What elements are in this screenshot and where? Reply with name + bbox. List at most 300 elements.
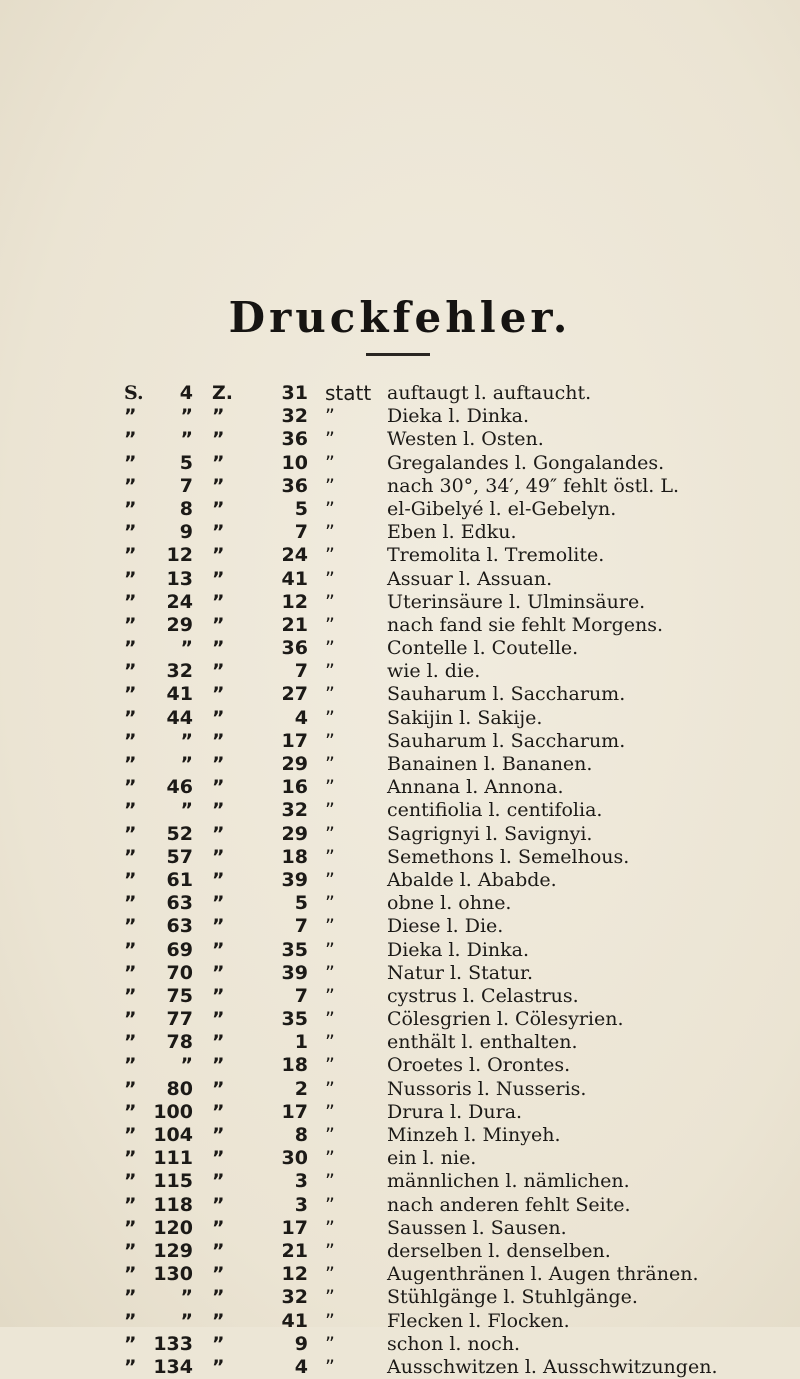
statt-label: ”: [325, 915, 335, 938]
page-number: ”: [180, 1309, 193, 1332]
errata-row: [0, 1124, 800, 1147]
statt-label: ”: [325, 706, 335, 729]
correction-text: männlichen l. nämlichen.: [387, 1170, 630, 1193]
page-label: ”: [124, 683, 137, 706]
line-label: ”: [212, 1332, 225, 1355]
errata-row: [0, 1147, 800, 1170]
line-label: ”: [212, 1286, 225, 1309]
page-label: ”: [124, 1008, 137, 1031]
line-number: 32: [281, 405, 308, 428]
correction-text: nach fand sie fehlt Morgens.: [387, 613, 664, 636]
statt-label: ”: [325, 474, 335, 497]
page-label: ”: [124, 938, 137, 961]
line-number: 29: [281, 822, 308, 845]
errata-row: [0, 1217, 800, 1240]
statt-label: ”: [325, 984, 335, 1007]
statt-label: ”: [325, 1355, 335, 1378]
line-number: 36: [281, 474, 308, 497]
page-number: ”: [180, 729, 193, 752]
line-label: ”: [212, 544, 225, 567]
page-label: ”: [124, 892, 137, 915]
line-number: 36: [281, 428, 308, 451]
page-label: ”: [124, 660, 137, 683]
line-label: ”: [212, 915, 225, 938]
page-label: ”: [124, 613, 137, 636]
errata-row: [0, 498, 800, 521]
correction-text: enthält l. enthalten.: [387, 1031, 578, 1054]
statt-label: ”: [325, 1008, 335, 1031]
statt-label: ”: [325, 892, 335, 915]
page-number: 120: [153, 1216, 193, 1239]
statt-label: ”: [325, 1124, 335, 1146]
page-number: 4: [179, 382, 193, 404]
statt-label: ”: [325, 822, 335, 845]
page-label: ”: [124, 405, 137, 428]
errata-row: [0, 962, 800, 985]
errata-row: [0, 544, 800, 567]
line-label: Z.: [212, 382, 233, 404]
page-number: 44: [166, 706, 193, 729]
correction-text: Ausschwitzen l. Ausschwitzungen.: [387, 1355, 718, 1378]
line-number: 17: [281, 1100, 308, 1123]
page-label: ”: [124, 1124, 137, 1146]
line-number: 12: [281, 1263, 308, 1286]
page-label: ”: [124, 1077, 137, 1100]
page-number: 104: [153, 1124, 193, 1146]
page-number: 80: [166, 1077, 193, 1100]
line-label: ”: [212, 451, 225, 474]
errata-row: [0, 428, 800, 451]
line-number: 32: [281, 799, 308, 822]
correction-text: Sakijin l. Sakije.: [387, 706, 543, 729]
statt-label: ”: [325, 660, 335, 683]
correction-text: Sauharum l. Saccharum.: [387, 729, 626, 752]
statt-label: ”: [325, 799, 335, 822]
correction-text: Saussen l. Sausen.: [387, 1216, 567, 1239]
errata-row: [0, 1008, 800, 1031]
errata-row: [0, 382, 800, 405]
line-number: 39: [281, 868, 308, 891]
line-number: 31: [281, 382, 308, 404]
page-label: ”: [124, 567, 137, 590]
errata-row: [0, 1101, 800, 1124]
correction-text: obne l. ohne.: [387, 892, 512, 915]
page-number: 78: [166, 1031, 193, 1054]
errata-row: [0, 846, 800, 869]
correction-text: Westen l. Osten.: [387, 428, 544, 451]
page-number: ”: [180, 428, 193, 451]
line-label: ”: [212, 590, 225, 613]
page-number: 63: [166, 915, 193, 938]
line-label: ”: [212, 1216, 225, 1239]
correction-text: wie l. die.: [387, 660, 481, 683]
page-number: 29: [166, 613, 193, 636]
line-label: ”: [212, 1077, 225, 1100]
page-label: ”: [124, 1054, 137, 1077]
statt-label: ”: [325, 1286, 335, 1309]
page-number: 7: [179, 474, 193, 497]
correction-text: Tremolita l. Tremolite.: [387, 544, 605, 567]
statt-label: ”: [325, 1031, 335, 1054]
line-number: 24: [281, 544, 308, 567]
page-number: 75: [166, 984, 193, 1007]
page-number: ”: [180, 1054, 193, 1077]
statt-label: ”: [325, 845, 335, 868]
correction-text: Annana l. Annona.: [387, 776, 564, 799]
statt-label: ”: [325, 1239, 335, 1262]
line-label: ”: [212, 1263, 225, 1286]
errata-row: [0, 730, 800, 753]
page-label: ”: [124, 1170, 137, 1193]
line-label: ”: [212, 868, 225, 891]
page-label: ”: [124, 637, 137, 660]
statt-label: ”: [325, 521, 335, 544]
errata-row: [0, 1240, 800, 1263]
errata-row: [0, 660, 800, 683]
page-number: 8: [179, 497, 193, 520]
statt-label: ”: [325, 938, 335, 961]
page-title: Druckfehler.: [228, 293, 572, 342]
statt-label: ”: [325, 961, 335, 984]
statt-label: ”: [325, 1054, 335, 1077]
page-number: 41: [166, 683, 193, 706]
correction-text: Flecken l. Flocken.: [387, 1309, 570, 1332]
page-label: ”: [124, 729, 137, 752]
statt-label: ”: [325, 1147, 335, 1170]
correction-text: auftaugt l. auftaucht.: [387, 382, 592, 404]
correction-text: Banainen l. Bananen.: [387, 753, 593, 775]
line-label: ”: [212, 1355, 225, 1378]
line-label: ”: [212, 497, 225, 520]
line-number: 18: [281, 1054, 308, 1077]
correction-text: Sauharum l. Saccharum.: [387, 683, 626, 706]
correction-text: cystrus l. Celastrus.: [387, 984, 579, 1007]
page-number: ”: [180, 405, 193, 428]
correction-text: schon l. noch.: [387, 1332, 521, 1355]
correction-text: nach 30°, 34′, 49″ fehlt östl. L.: [387, 474, 680, 497]
statt-label: ”: [325, 1263, 335, 1286]
errata-row: [0, 892, 800, 915]
correction-text: Nussoris l. Nusseris.: [387, 1077, 587, 1100]
statt-label: ”: [325, 729, 335, 752]
line-number: 2: [294, 1077, 308, 1100]
correction-text: Minzeh l. Minyeh.: [387, 1124, 561, 1146]
line-number: 41: [281, 1309, 308, 1332]
correction-text: Dieka l. Dinka.: [387, 938, 530, 961]
errata-row: [0, 1356, 800, 1379]
page-number: 134: [153, 1355, 193, 1378]
statt-label: ”: [325, 590, 335, 613]
page-number: 46: [166, 776, 193, 799]
page-number: 61: [166, 868, 193, 891]
page-label: ”: [124, 1216, 137, 1239]
errata-row: [0, 1031, 800, 1054]
line-label: ”: [212, 729, 225, 752]
line-number: 30: [281, 1147, 308, 1170]
line-number: 3: [294, 1193, 308, 1216]
page-label: ”: [124, 799, 137, 822]
line-number: 41: [281, 567, 308, 590]
statt-label: ”: [325, 1077, 335, 1100]
line-number: 29: [281, 753, 308, 775]
page-label: ”: [124, 428, 137, 451]
statt-label: ”: [325, 1100, 335, 1123]
correction-text: Stühlgänge l. Stuhlgänge.: [387, 1286, 638, 1309]
errata-row: [0, 1310, 800, 1333]
errata-row: [0, 1263, 800, 1286]
errata-row: [0, 1194, 800, 1217]
line-label: ”: [212, 1031, 225, 1054]
correction-text: nach anderen fehlt Seite.: [387, 1193, 631, 1216]
line-label: ”: [212, 753, 225, 775]
page-number: 52: [166, 822, 193, 845]
line-number: 21: [281, 613, 308, 636]
correction-text: Gregalandes l. Gongalandes.: [387, 451, 665, 474]
line-label: ”: [212, 1100, 225, 1123]
line-label: ”: [212, 474, 225, 497]
line-number: 17: [281, 1216, 308, 1239]
page-label: ”: [124, 451, 137, 474]
page-label: ”: [124, 1239, 137, 1262]
line-number: 8: [294, 1124, 308, 1146]
errata-row: [0, 939, 800, 962]
line-number: 7: [294, 660, 308, 683]
page-number: 24: [166, 590, 193, 613]
errata-row: [0, 869, 800, 892]
errata-row: [0, 915, 800, 938]
errata-row: [0, 405, 800, 428]
correction-text: Drura l. Dura.: [387, 1100, 523, 1123]
page-number: 13: [166, 567, 193, 590]
line-label: ”: [212, 405, 225, 428]
errata-row: [0, 475, 800, 498]
page-label: ”: [124, 1100, 137, 1123]
statt-label: ”: [325, 683, 335, 706]
correction-text: Contelle l. Coutelle.: [387, 637, 579, 660]
page-label: ”: [124, 753, 137, 775]
correction-text: Natur l. Statur.: [387, 961, 533, 984]
line-number: 35: [281, 1008, 308, 1031]
line-label: ”: [212, 1239, 225, 1262]
errata-row: [0, 1170, 800, 1193]
line-number: 1: [294, 1031, 308, 1054]
errata-list: [0, 382, 800, 1379]
page-label: ”: [124, 521, 137, 544]
statt-label: ”: [325, 405, 335, 428]
line-label: ”: [212, 799, 225, 822]
page-label: ”: [124, 1263, 137, 1286]
correction-text: Cölesgrien l. Cölesyrien.: [387, 1008, 624, 1031]
correction-text: Augenthränen l. Augen thränen.: [387, 1263, 699, 1286]
line-label: ”: [212, 1193, 225, 1216]
errata-row: [0, 1286, 800, 1309]
correction-text: Eben l. Edku.: [387, 521, 517, 544]
page-label: ”: [124, 497, 137, 520]
page-number: 57: [166, 845, 193, 868]
line-number: 10: [281, 451, 308, 474]
line-label: ”: [212, 1147, 225, 1170]
line-label: ”: [212, 1008, 225, 1031]
line-number: 21: [281, 1239, 308, 1262]
page-label: ”: [124, 1031, 137, 1054]
line-label: ”: [212, 613, 225, 636]
line-number: 17: [281, 729, 308, 752]
line-label: ”: [212, 961, 225, 984]
correction-text: Dieka l. Dinka.: [387, 405, 530, 428]
page-number: 115: [153, 1170, 193, 1193]
line-number: 32: [281, 1286, 308, 1309]
line-number: 9: [294, 1332, 308, 1355]
line-label: ”: [212, 1170, 225, 1193]
statt-label: ”: [325, 1170, 335, 1193]
statt-label: ”: [325, 613, 335, 636]
errata-row: [0, 591, 800, 614]
page-number: 63: [166, 892, 193, 915]
title-divider: [366, 353, 430, 356]
errata-row: [0, 707, 800, 730]
correction-text: ein l. nie.: [387, 1147, 477, 1170]
line-label: ”: [212, 1309, 225, 1332]
page-number: 133: [153, 1332, 193, 1355]
page-number: 9: [179, 521, 193, 544]
line-number: 3: [294, 1170, 308, 1193]
line-number: 7: [294, 984, 308, 1007]
line-label: ”: [212, 706, 225, 729]
statt-label: ”: [325, 1332, 335, 1355]
page-label: ”: [124, 544, 137, 567]
errata-row: [0, 753, 800, 776]
page-number: 130: [153, 1263, 193, 1286]
statt-label: ”: [325, 637, 335, 660]
page-number: 5: [179, 451, 193, 474]
correction-text: Oroetes l. Orontes.: [387, 1054, 571, 1077]
statt-label: ”: [325, 1193, 335, 1216]
errata-row: [0, 452, 800, 475]
page-label: ”: [124, 845, 137, 868]
correction-text: Semethons l. Semelhous.: [387, 845, 630, 868]
page-number: ”: [180, 1286, 193, 1309]
page-label: ”: [124, 961, 137, 984]
line-number: 7: [294, 521, 308, 544]
line-label: ”: [212, 521, 225, 544]
errata-row: [0, 614, 800, 637]
page-label: ”: [124, 1286, 137, 1309]
correction-text: Uterinsäure l. Ulminsäure.: [387, 590, 646, 613]
correction-text: Assuar l. Assuan.: [387, 567, 553, 590]
statt-label: ”: [325, 497, 335, 520]
correction-text: centifiolia l. centifolia.: [387, 799, 603, 822]
errata-row: [0, 1078, 800, 1101]
line-label: ”: [212, 892, 225, 915]
page-number: 111: [153, 1147, 193, 1170]
page-label: ”: [124, 474, 137, 497]
line-number: 39: [281, 961, 308, 984]
errata-row: [0, 637, 800, 660]
errata-row: [0, 776, 800, 799]
errata-row: [0, 799, 800, 822]
page-number: 118: [153, 1193, 193, 1216]
statt-label: ”: [325, 868, 335, 891]
page-number: 32: [166, 660, 193, 683]
errata-row: [0, 1333, 800, 1356]
line-label: ”: [212, 660, 225, 683]
page-number: 100: [153, 1100, 193, 1123]
correction-text: Diese l. Die.: [387, 915, 504, 938]
line-number: 16: [281, 776, 308, 799]
page-label: ”: [124, 706, 137, 729]
correction-text: derselben l. denselben.: [387, 1239, 611, 1262]
page-label: ”: [124, 1147, 137, 1170]
statt-label: ”: [325, 567, 335, 590]
page-number: 77: [166, 1008, 193, 1031]
line-label: ”: [212, 428, 225, 451]
line-label: ”: [212, 567, 225, 590]
page-label: ”: [124, 915, 137, 938]
page-number: ”: [180, 753, 193, 775]
line-label: ”: [212, 845, 225, 868]
page-number: 129: [153, 1239, 193, 1262]
line-number: 5: [294, 497, 308, 520]
page-number: 70: [166, 961, 193, 984]
errata-row: [0, 521, 800, 544]
page-number: 69: [166, 938, 193, 961]
page-label: ”: [124, 868, 137, 891]
page-label: ”: [124, 984, 137, 1007]
page-number: ”: [180, 799, 193, 822]
line-label: ”: [212, 938, 225, 961]
page-number: ”: [180, 637, 193, 660]
page-label: ”: [124, 822, 137, 845]
errata-row: [0, 823, 800, 846]
errata-row: [0, 568, 800, 591]
line-number: 27: [281, 683, 308, 706]
page-number: 12: [166, 544, 193, 567]
line-number: 4: [294, 1355, 308, 1378]
errata-row: [0, 1054, 800, 1077]
page-label: ”: [124, 776, 137, 799]
page-label: ”: [124, 590, 137, 613]
correction-text: Sagrignyi l. Savignyi.: [387, 822, 593, 845]
statt-label: ”: [325, 776, 335, 799]
line-number: 12: [281, 590, 308, 613]
correction-text: Abalde l. Ababde.: [387, 868, 557, 891]
line-number: 7: [294, 915, 308, 938]
line-label: ”: [212, 822, 225, 845]
page-label: S.: [124, 382, 144, 404]
statt-label: ”: [325, 1216, 335, 1239]
statt-label: statt: [325, 381, 372, 405]
errata-row: [0, 683, 800, 706]
page-label: ”: [124, 1309, 137, 1332]
line-label: ”: [212, 984, 225, 1007]
line-number: 4: [294, 706, 308, 729]
statt-label: ”: [325, 753, 335, 775]
line-label: ”: [212, 776, 225, 799]
statt-label: ”: [325, 1309, 335, 1332]
page-label: ”: [124, 1355, 137, 1378]
correction-text: el-Gibelyé l. el-Gebelyn.: [387, 497, 617, 520]
line-number: 5: [294, 892, 308, 915]
page-label: ”: [124, 1193, 137, 1216]
statt-label: ”: [325, 428, 335, 451]
statt-label: ”: [325, 544, 335, 567]
line-label: ”: [212, 1054, 225, 1077]
line-label: ”: [212, 1124, 225, 1146]
line-label: ”: [212, 637, 225, 660]
errata-row: [0, 985, 800, 1008]
line-number: 35: [281, 938, 308, 961]
line-label: ”: [212, 683, 225, 706]
